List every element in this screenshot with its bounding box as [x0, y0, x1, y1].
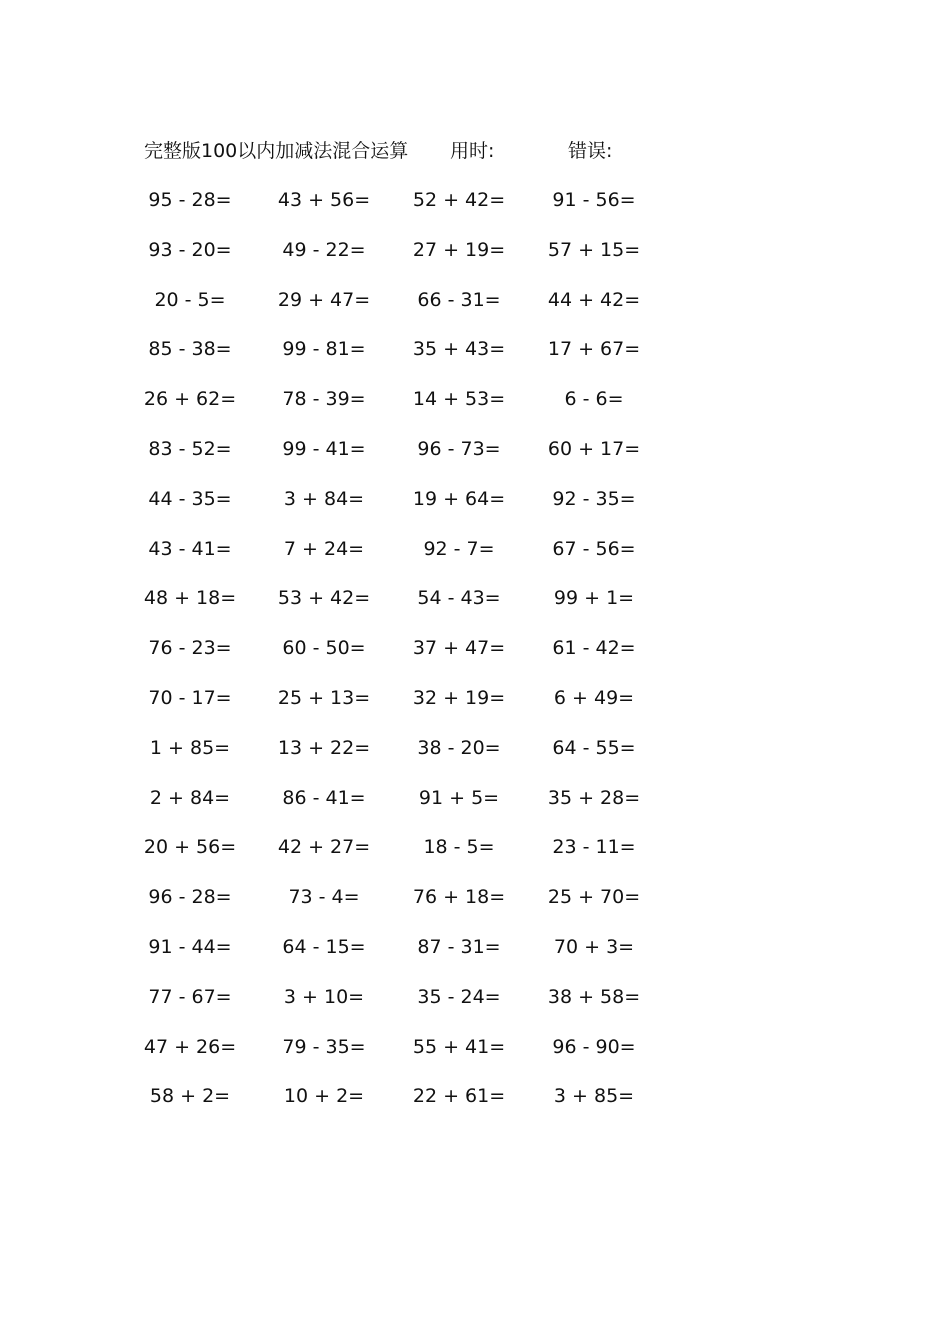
math-problem: 76 - 23=	[148, 637, 232, 660]
math-problem: 83 - 52=	[148, 438, 232, 460]
math-problem: 99 + 1=	[553, 587, 635, 610]
math-problem: 92 - 35=	[552, 487, 636, 510]
problem-row	[0, 733, 950, 763]
math-problem: 57 + 15=	[547, 238, 641, 261]
math-problem: 6 - 6=	[564, 388, 624, 411]
math-problem: 26 + 62=	[143, 388, 237, 411]
math-problem: 87 - 31=	[417, 936, 501, 958]
math-problem: 60 + 17=	[547, 438, 641, 460]
math-problem: 64 - 55=	[552, 736, 636, 759]
math-problem: 44 - 35=	[148, 487, 232, 510]
math-problem: 25 + 13=	[277, 687, 371, 709]
problem-row	[0, 932, 950, 962]
time-used-label: 用时:	[450, 140, 495, 162]
math-problem: 23 - 11=	[552, 836, 636, 859]
math-problem: 37 + 47=	[412, 637, 506, 660]
math-problem: 73 - 4=	[288, 886, 360, 909]
problem-row	[0, 434, 950, 464]
math-problem: 78 - 39=	[282, 388, 366, 411]
math-problem: 91 - 44=	[148, 936, 232, 958]
problem-row	[0, 384, 950, 414]
math-problem: 29 + 47=	[277, 288, 371, 311]
math-problem: 38 + 58=	[547, 985, 641, 1008]
math-problem: 95 - 28=	[148, 189, 232, 211]
math-problem: 35 + 43=	[412, 338, 506, 361]
problem-row	[0, 534, 950, 564]
math-problem: 20 - 5=	[154, 288, 226, 311]
math-problem: 1 + 85=	[149, 736, 231, 759]
math-problem: 93 - 20=	[148, 238, 232, 261]
math-problem: 3 + 84=	[283, 487, 365, 510]
math-problem: 42 + 27=	[277, 836, 371, 859]
math-problem: 7 + 24=	[283, 537, 365, 560]
math-problem: 70 - 17=	[148, 687, 232, 709]
math-problem: 60 - 50=	[282, 637, 366, 660]
problem-row	[0, 633, 950, 663]
math-problem: 70 + 3=	[553, 936, 635, 958]
problem-row	[0, 285, 950, 315]
worksheet-title: 完整版100以内加减法混合运算	[144, 140, 409, 162]
math-problem: 66 - 31=	[417, 288, 501, 311]
math-problem: 43 - 41=	[148, 537, 232, 560]
math-problem: 55 + 41=	[412, 1035, 506, 1058]
error-count-label: 错误:	[568, 140, 613, 162]
problem-row	[0, 832, 950, 862]
math-problem: 38 - 20=	[417, 736, 501, 759]
math-problem: 85 - 38=	[148, 338, 232, 361]
math-problem: 96 - 90=	[552, 1035, 636, 1058]
math-problem: 52 + 42=	[412, 189, 506, 211]
problem-row	[0, 185, 950, 215]
math-problem: 86 - 41=	[282, 786, 366, 809]
problem-row	[0, 882, 950, 912]
math-problem: 99 - 81=	[282, 338, 366, 361]
problem-row	[0, 484, 950, 514]
math-problem: 77 - 67=	[148, 985, 232, 1008]
math-problem: 54 - 43=	[417, 587, 501, 610]
math-problem: 3 + 85=	[553, 1085, 635, 1108]
problem-row	[0, 683, 950, 713]
problem-row	[0, 1032, 950, 1062]
math-problem: 48 + 18=	[143, 587, 237, 610]
math-problem: 35 - 24=	[417, 985, 501, 1008]
problem-row	[0, 334, 950, 364]
math-problem: 25 + 70=	[547, 886, 641, 909]
problem-row	[0, 235, 950, 265]
math-problem: 32 + 19=	[412, 687, 506, 709]
math-problem: 3 + 10=	[283, 985, 365, 1008]
problem-row	[0, 982, 950, 1012]
math-problem: 49 - 22=	[282, 238, 366, 261]
math-problem: 18 - 5=	[423, 836, 495, 859]
math-problem: 53 + 42=	[277, 587, 371, 610]
math-problem: 17 + 67=	[547, 338, 641, 361]
math-problem: 47 + 26=	[143, 1035, 237, 1058]
math-problem: 13 + 22=	[277, 736, 371, 759]
math-problem: 99 - 41=	[282, 438, 366, 460]
math-problem: 27 + 19=	[412, 238, 506, 261]
math-problem: 22 + 61=	[412, 1085, 506, 1108]
math-problem: 96 - 73=	[417, 438, 501, 460]
math-problem: 2 + 84=	[149, 786, 231, 809]
math-problem: 92 - 7=	[423, 537, 495, 560]
problem-row	[0, 1081, 950, 1111]
math-problem: 43 + 56=	[277, 189, 371, 211]
math-problem: 19 + 64=	[412, 487, 506, 510]
math-problem: 67 - 56=	[552, 537, 636, 560]
math-problem: 58 + 2=	[149, 1085, 231, 1108]
math-problem: 35 + 28=	[547, 786, 641, 809]
problem-row	[0, 783, 950, 813]
problem-row	[0, 583, 950, 613]
math-problem: 61 - 42=	[552, 637, 636, 660]
math-problem: 6 + 49=	[553, 687, 635, 709]
math-problem: 76 + 18=	[412, 886, 506, 909]
math-problem: 91 - 56=	[552, 189, 636, 211]
math-problem: 96 - 28=	[148, 886, 232, 909]
math-problem: 91 + 5=	[418, 786, 500, 809]
math-problem: 14 + 53=	[412, 388, 506, 411]
math-problem: 79 - 35=	[282, 1035, 366, 1058]
math-problem: 20 + 56=	[143, 836, 237, 859]
math-problem: 10 + 2=	[283, 1085, 365, 1108]
math-problem: 64 - 15=	[282, 936, 366, 958]
math-problem: 44 + 42=	[547, 288, 641, 311]
